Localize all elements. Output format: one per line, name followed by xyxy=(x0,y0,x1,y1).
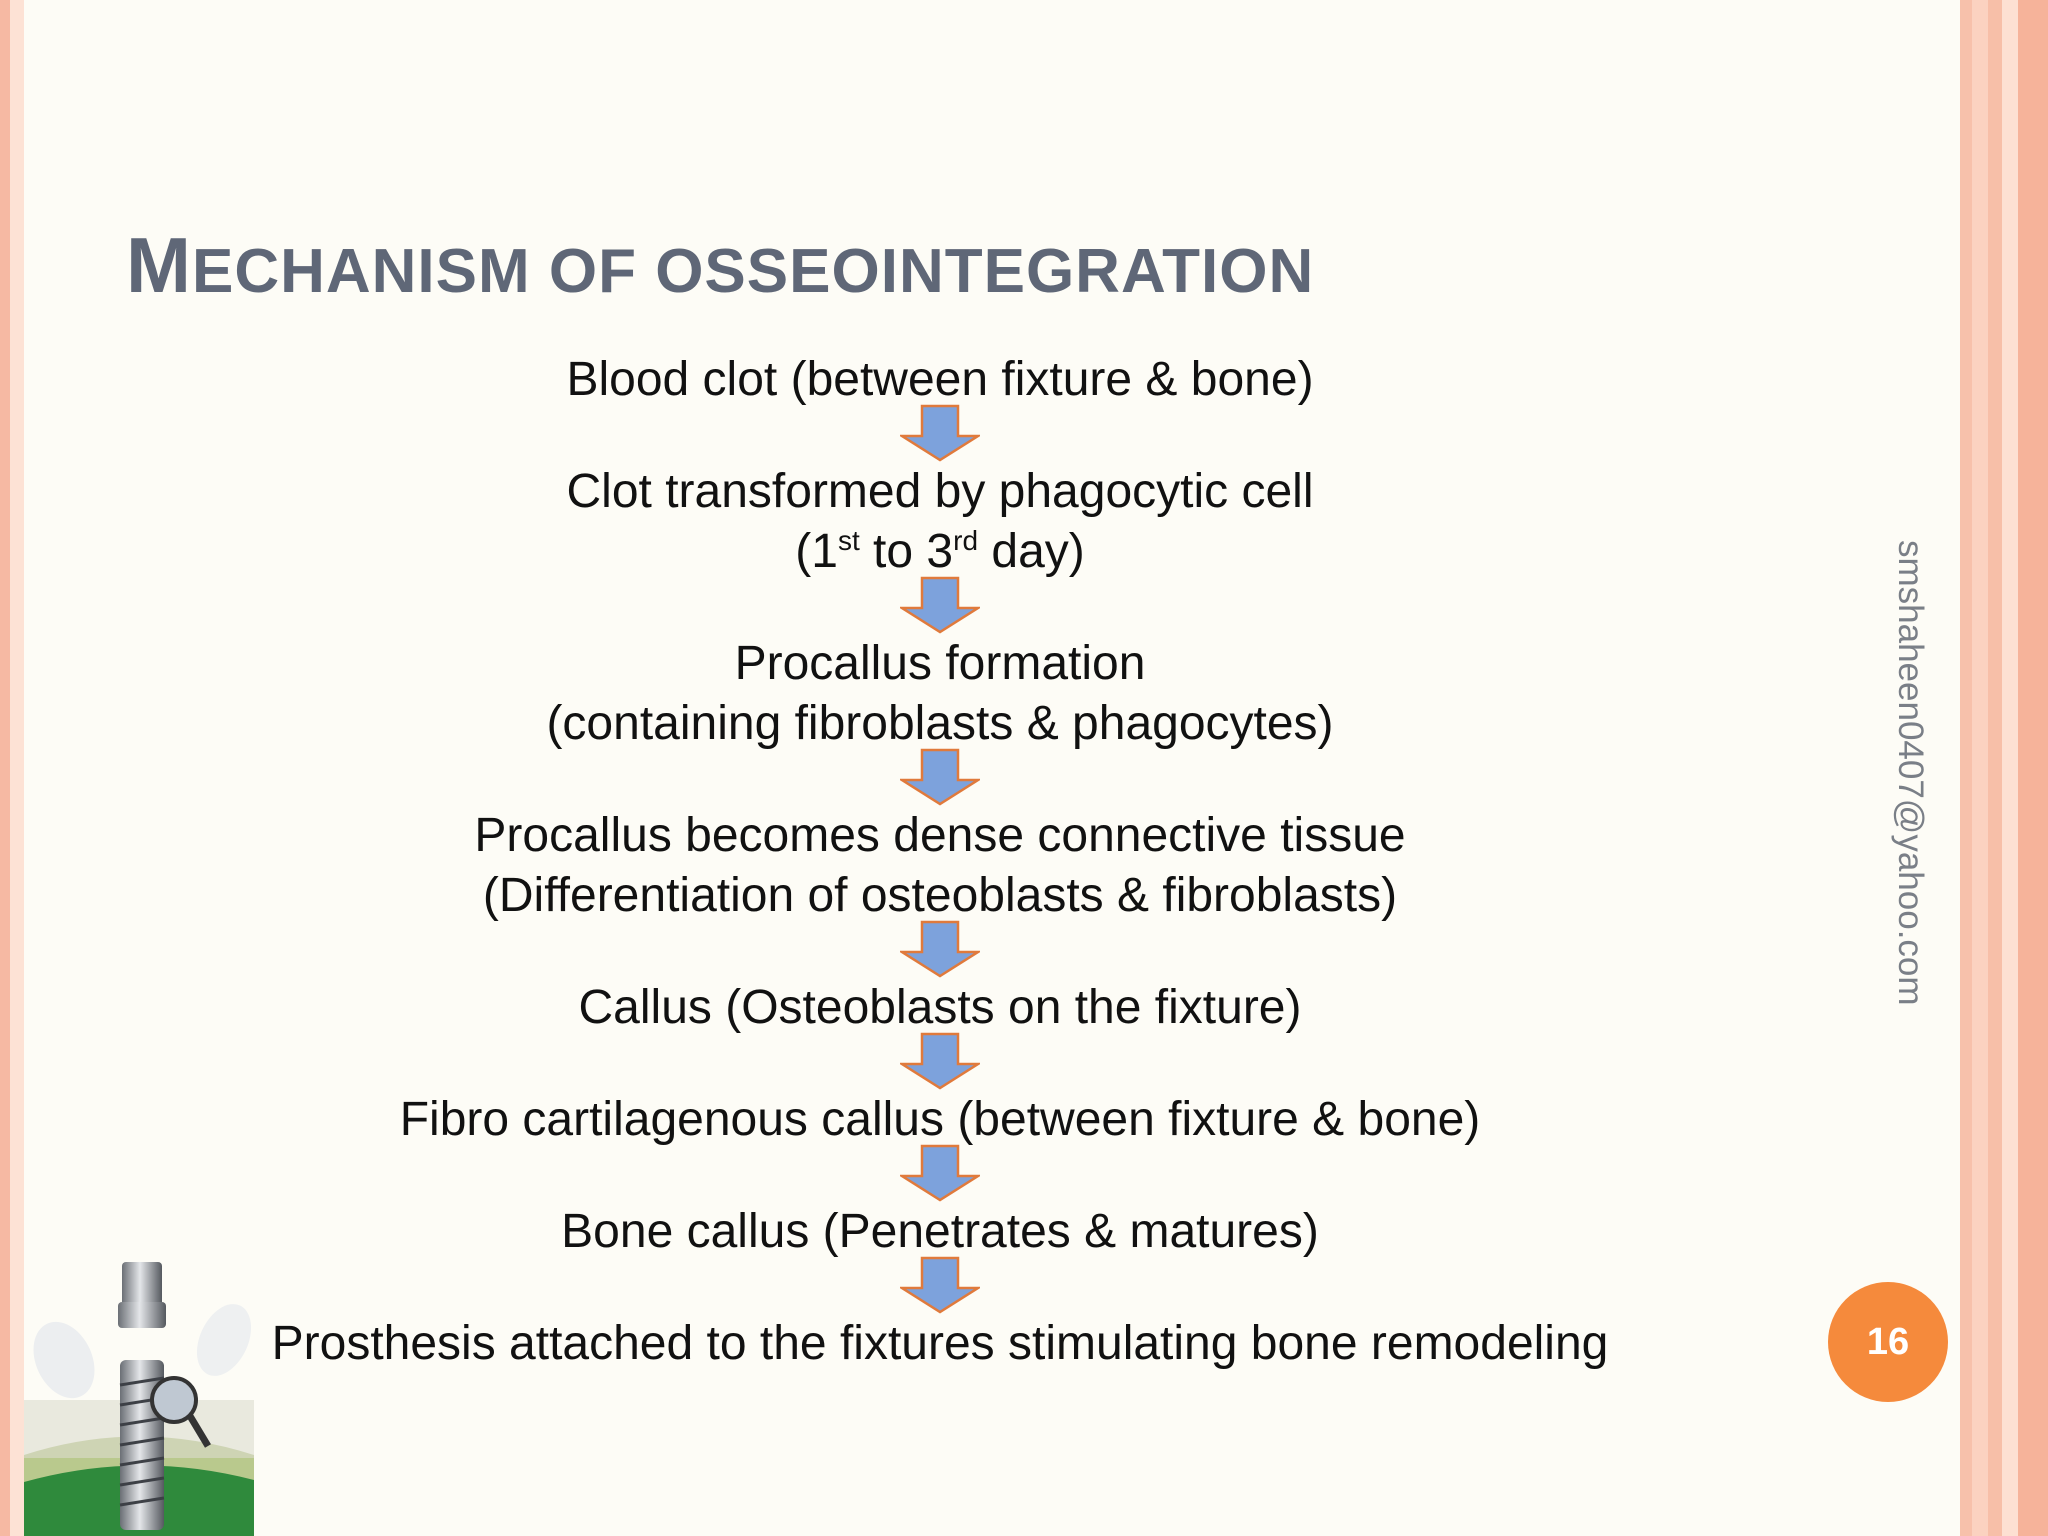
timing-open: (1 xyxy=(795,525,838,578)
flow-step-fibro-callus: Fibro cartilagenous callus (between fixture & bone) xyxy=(399,1093,1481,1146)
flow-step-differentiation: (Differentiation of osteoblasts & fibroblasts) xyxy=(482,869,1398,922)
border-stripe xyxy=(10,0,24,1536)
timing-superscript-rd: rd xyxy=(953,525,979,556)
slide-title xyxy=(126,220,1314,311)
down-arrow-icon xyxy=(900,920,980,978)
down-arrow-icon xyxy=(900,1032,980,1090)
border-stripe xyxy=(2018,0,2048,1536)
timing-mid: to 3 xyxy=(859,525,954,578)
down-arrow-icon xyxy=(900,576,980,634)
flow-step-dense-tissue: Procallus becomes dense connective tissue xyxy=(474,809,1406,862)
dental-implant-illustration xyxy=(24,1250,254,1536)
down-arrow-icon xyxy=(900,1144,980,1202)
flow-step-clot-timing xyxy=(200,522,1680,582)
flow-step-procallus: Procallus formation xyxy=(734,637,1146,690)
timing-superscript-st: st xyxy=(837,525,860,556)
border-stripe xyxy=(0,0,10,1536)
flow-step-blood-clot: Blood clot (between fixture & bone) xyxy=(566,353,1314,406)
border-stripe xyxy=(2002,0,2018,1536)
title-capital: M xyxy=(126,221,192,309)
flow-step-prosthesis: Prosthesis attached to the fixtures stimulating bone remodeling xyxy=(271,1317,1609,1370)
down-arrow-icon xyxy=(900,748,980,806)
border-stripe xyxy=(1972,0,1988,1536)
osseointegration-flowchart xyxy=(200,350,1680,1374)
border-stripe xyxy=(1960,0,1972,1536)
down-arrow-icon xyxy=(900,1256,980,1314)
flow-step-bone-callus: Bone callus (Penetrates & matures) xyxy=(561,1205,1319,1258)
title-rest: ECHANISM OF OSSEOINTEGRATION xyxy=(191,237,1315,306)
page-number-badge: 16 xyxy=(1828,1282,1948,1402)
border-stripe xyxy=(1988,0,2002,1536)
timing-close: day) xyxy=(978,525,1085,578)
flow-step-clot-transformed: Clot transformed by phagocytic cell xyxy=(566,465,1314,518)
author-email-watermark: smshaheen0407@yahoo.com xyxy=(1891,540,1930,1006)
flow-step-procallus-detail: (containing fibroblasts & phagocytes) xyxy=(546,697,1334,750)
flow-step-callus: Callus (Osteoblasts on the fixture) xyxy=(578,981,1302,1034)
down-arrow-icon xyxy=(900,404,980,462)
